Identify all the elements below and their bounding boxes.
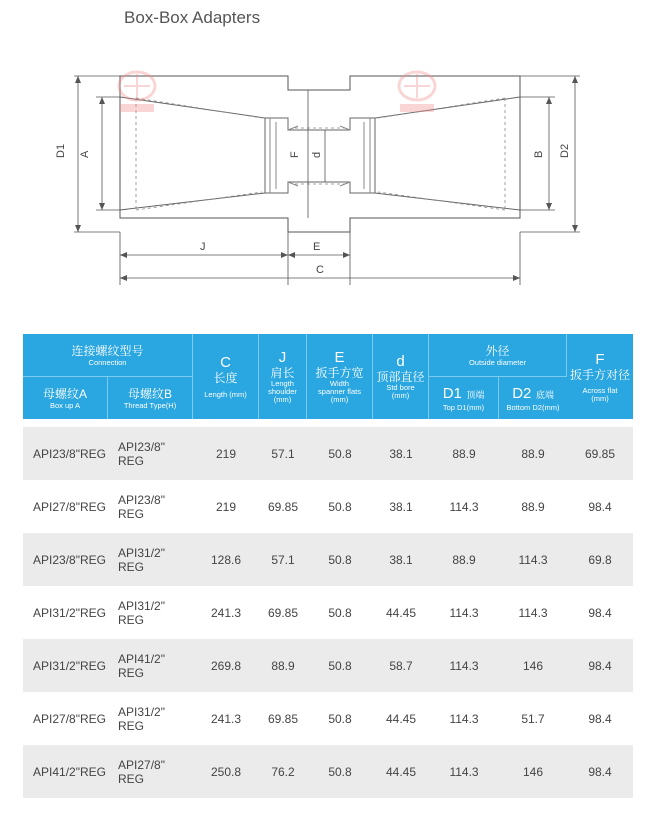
table-cell: 44.45 [373, 586, 429, 639]
table-cell: 269.8 [193, 639, 259, 692]
table-cell: 146 [499, 745, 567, 798]
label-b: B [533, 150, 545, 158]
table-row [23, 745, 633, 798]
table-cell: 69.85 [567, 427, 633, 480]
logo-watermark-icon [110, 68, 164, 118]
header-d: d 顶部直径 Std bore (mm) [373, 334, 429, 419]
label-f: F [289, 151, 301, 158]
table-cell: API27/8"REG [23, 480, 108, 533]
table-cell: 241.3 [193, 692, 259, 745]
table-cell: 88.9 [429, 427, 499, 480]
table-cell: API23/8"REG [23, 427, 108, 480]
table-cell: API31/2" REG [108, 692, 193, 745]
header-outside-diameter: 外径 Outside diameter [429, 334, 567, 376]
page-title: Box-Box Adapters [124, 8, 261, 27]
table-cell: API23/8" REG [108, 427, 193, 480]
label-d: d [311, 151, 323, 158]
table-cell: 98.4 [567, 692, 633, 745]
table-row [23, 692, 633, 745]
label-d1: D1 [55, 143, 67, 158]
table-row [23, 427, 633, 480]
spec-table [23, 334, 633, 798]
table-cell: 50.8 [307, 586, 373, 639]
table-cell: 50.8 [307, 427, 373, 480]
table-cell: 219 [193, 427, 259, 480]
table-cell: 88.9 [499, 427, 567, 480]
spec-table-body [23, 419, 633, 798]
table-cell: API31/2" REG [108, 586, 193, 639]
table-cell: 98.4 [567, 745, 633, 798]
header-f: F 扳手方对径 Across flat (mm) [567, 334, 633, 419]
table-cell: 50.8 [307, 533, 373, 586]
table-cell: 44.45 [373, 692, 429, 745]
label-d2: D2 [559, 143, 571, 158]
header-connection: 连接螺纹型号 Connection [23, 334, 193, 376]
table-cell: 98.4 [567, 480, 633, 533]
table-cell: 38.1 [373, 533, 429, 586]
table-cell: 69.85 [259, 586, 307, 639]
table-cell: 44.45 [373, 745, 429, 798]
table-cell: API41/2" REG [108, 639, 193, 692]
logo-watermark-icon [390, 68, 444, 118]
table-cell: API31/2"REG [23, 586, 108, 639]
table-cell: API23/8"REG [23, 533, 108, 586]
table-cell: 57.1 [259, 427, 307, 480]
table-row [23, 639, 633, 692]
header-j: J 肩长 Length shoulder (mm) [259, 334, 307, 419]
table-cell: 76.2 [259, 745, 307, 798]
table-cell: 219 [193, 480, 259, 533]
table-cell: 114.3 [499, 586, 567, 639]
table-cell: 58.7 [373, 639, 429, 692]
table-cell: 114.3 [429, 639, 499, 692]
table-cell: API31/2" REG [108, 533, 193, 586]
header-d1: D1 顶端 Top D1(mm) [429, 376, 499, 419]
adapter-drawing [0, 0, 650, 300]
table-cell: 50.8 [307, 639, 373, 692]
label-c: C [316, 264, 324, 276]
table-cell: 241.3 [193, 586, 259, 639]
table-cell: 98.4 [567, 586, 633, 639]
table-cell: 51.7 [499, 692, 567, 745]
table-cell: 128.6 [193, 533, 259, 586]
table-cell: 50.8 [307, 692, 373, 745]
table-cell: 88.9 [259, 639, 307, 692]
table-cell: 69.8 [567, 533, 633, 586]
table-cell: 114.3 [499, 533, 567, 586]
header-e: E 扳手方宽 Width spanner flats (mm) [307, 334, 373, 419]
table-cell: 38.1 [373, 480, 429, 533]
table-cell: 38.1 [373, 427, 429, 480]
table-cell: API27/8" REG [108, 745, 193, 798]
table-row [23, 480, 633, 533]
table-cell: 114.3 [429, 745, 499, 798]
header-box-b: 母螺纹B Thread Type(H) [108, 376, 193, 419]
header-c: C 长度 Length (mm) [193, 334, 259, 419]
table-cell: 69.85 [259, 692, 307, 745]
label-a: A [79, 150, 91, 158]
header-box-a: 母螺纹A Box up A [23, 376, 108, 419]
table-cell: API41/2"REG [23, 745, 108, 798]
table-cell: 146 [499, 639, 567, 692]
table-cell: 88.9 [429, 533, 499, 586]
header-d2: D2 底端 Bottom D2(mm) [499, 376, 567, 419]
table-cell: 88.9 [499, 480, 567, 533]
table-cell: 69.85 [259, 480, 307, 533]
table-cell: 50.8 [307, 745, 373, 798]
table-cell: 98.4 [567, 639, 633, 692]
table-cell: 57.1 [259, 533, 307, 586]
table-row [23, 586, 633, 639]
label-e: E [313, 241, 321, 253]
table-cell: 114.3 [429, 586, 499, 639]
table-cell: API23/8" REG [108, 480, 193, 533]
label-j: J [200, 241, 206, 253]
table-cell: API27/8"REG [23, 692, 108, 745]
table-cell: 114.3 [429, 692, 499, 745]
table-cell: API31/2"REG [23, 639, 108, 692]
table-cell: 250.8 [193, 745, 259, 798]
table-cell: 50.8 [307, 480, 373, 533]
table-cell: 114.3 [429, 480, 499, 533]
table-row [23, 533, 633, 586]
